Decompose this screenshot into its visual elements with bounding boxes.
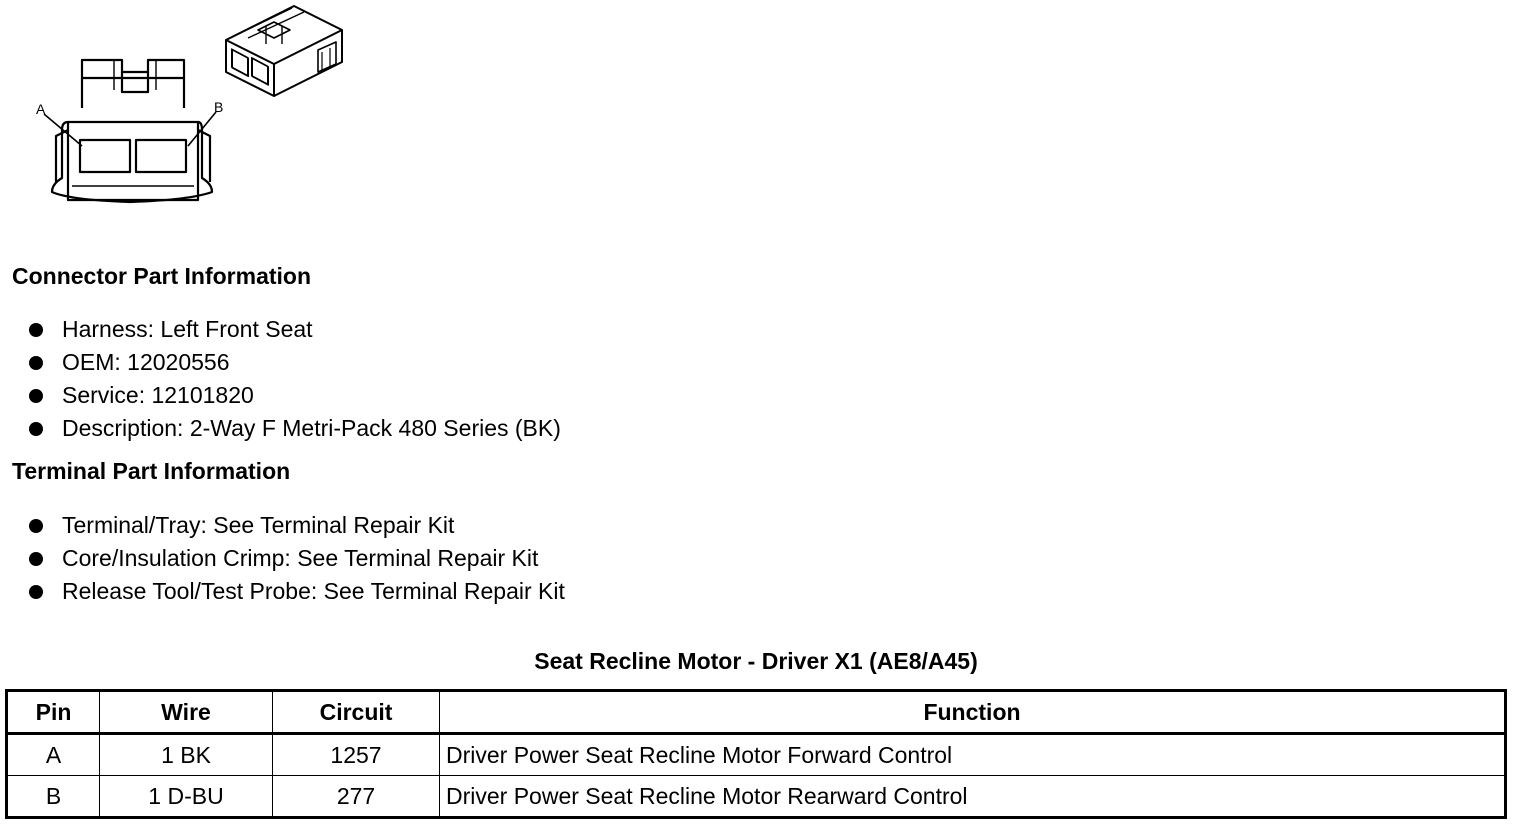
- table-title: Seat Recline Motor - Driver X1 (AE8/A45): [534, 648, 978, 674]
- column-header-function: Function: [440, 691, 1506, 734]
- cell-pin: B: [7, 776, 100, 818]
- column-header-circuit: Circuit: [273, 691, 440, 734]
- bullet-icon: [29, 389, 43, 403]
- pinout-table: [5, 689, 1507, 819]
- list-item-text: Release Tool/Test Probe: See Terminal Repair Kit: [62, 578, 565, 604]
- list-item-text: Terminal/Tray: See Terminal Repair Kit: [62, 512, 455, 538]
- connector-isometric-drawing: [218, 0, 358, 100]
- table-row: [7, 776, 1506, 818]
- list-item: [0, 509, 565, 542]
- table-header-row: [7, 691, 1506, 734]
- bullet-icon: [29, 323, 43, 337]
- cell-circuit: 277: [273, 776, 440, 818]
- list-item: [0, 575, 565, 608]
- list-item: [0, 542, 565, 575]
- list-item: [0, 412, 561, 445]
- bullet-icon: [29, 356, 43, 370]
- list-item-text: Core/Insulation Crimp: See Terminal Repair Kit: [62, 545, 539, 571]
- bullet-icon: [29, 585, 43, 599]
- column-header-wire: Wire: [100, 691, 273, 734]
- list-item-text: Description: 2-Way F Metri-Pack 480 Series (BK): [62, 415, 561, 441]
- cell-pin: A: [7, 734, 100, 776]
- table-row: [7, 734, 1506, 776]
- column-header-pin: Pin: [7, 691, 100, 734]
- list-item: [0, 379, 561, 412]
- connector-part-info-heading: Connector Part Information: [12, 263, 312, 289]
- pin-label-b: B: [214, 99, 224, 115]
- list-item-text: Service: 12101820: [62, 382, 254, 408]
- connector-part-info-list: [0, 313, 561, 445]
- bullet-icon: [29, 422, 43, 436]
- cell-function: Driver Power Seat Recline Motor Rearward Control: [440, 776, 1506, 818]
- pin-label-a: A: [36, 101, 46, 117]
- cell-wire: 1 D-BU: [100, 776, 273, 818]
- cell-circuit: 1257: [273, 734, 440, 776]
- connector-front-view-drawing: [30, 50, 230, 210]
- list-item-text: Harness: Left Front Seat: [62, 316, 313, 342]
- cell-wire: 1 BK: [100, 734, 273, 776]
- cell-function: Driver Power Seat Recline Motor Forward Control: [440, 734, 1506, 776]
- bullet-icon: [29, 552, 43, 566]
- list-item: [0, 313, 561, 346]
- terminal-part-info-list: [0, 509, 565, 608]
- bullet-icon: [29, 519, 43, 533]
- list-item-text: OEM: 12020556: [62, 349, 230, 375]
- list-item: [0, 346, 561, 379]
- terminal-part-info-heading: Terminal Part Information: [12, 458, 291, 484]
